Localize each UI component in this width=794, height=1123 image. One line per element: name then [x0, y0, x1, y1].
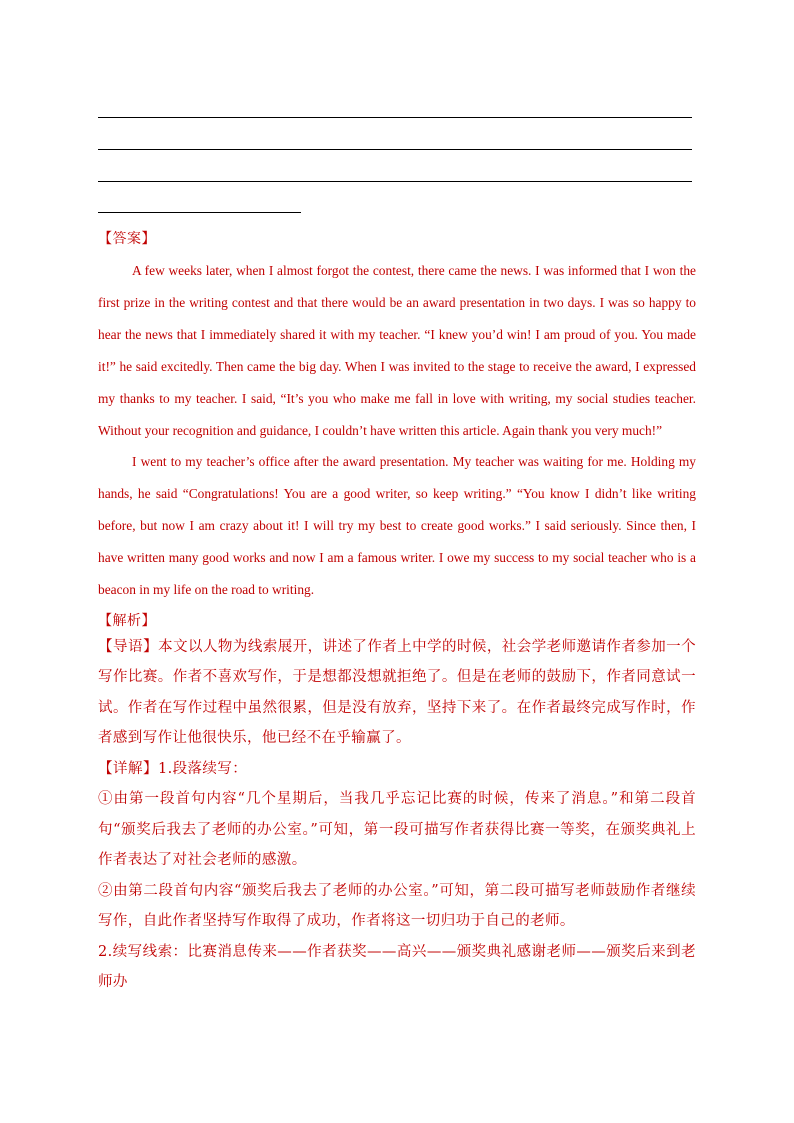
- guide-paragraph: [98, 632, 696, 754]
- detail-point-2: ②由第二段首句内容“颁奖后我去了老师的办公室。”可知，第二段可描写老师鼓励作者继续写作，自此作者坚持写作取得了成功，作者将这一切归功于自己的老师。: [98, 882, 696, 930]
- answer-heading: 【答案】: [98, 231, 156, 247]
- guide-text: 本文以人物为线索展开，讲述了作者上中学的时候，社会学老师邀请作者参加一个写作比赛。作者不喜欢写作，于是想都没想就拒绝了。但是在老师的鼓励下，作者同意试一试。作者在写作过程中虽然很累，但是没有放弃，坚持下来了。在作者最终完成写作时，作者感到写作让他很快乐，他已经不在乎输赢了。: [98, 638, 696, 747]
- writing-line-2: [98, 149, 692, 150]
- detail-paragraph: [98, 754, 696, 785]
- writing-line-3: [98, 181, 692, 182]
- detail-clue: 2.续写线索：比赛消息传来——作者获奖——高兴——颁奖典礼感谢老师——颁奖后来到老师办: [98, 943, 696, 991]
- answer-content: [98, 228, 696, 998]
- writing-line-4: [98, 212, 301, 213]
- answer-paragraph-1: A few weeks later, when I almost forgot the contest, there came the news. I was informed that I won the first prize in the writing contest and that there would be an award presentation in two days. I was so happy to hear the news that I immediately shared it with my teacher. “I knew you’d win! I am proud of you. You made it!” he said excitedly. Then came the big day. When I was invited to the stage to receive the award, I expressed my thanks to my teacher. I said, “It’s you who make me fall in love with writing, my social studies teacher. Without your recognition and guidance, I couldn’t have written this article. Again thank you very much!”: [98, 263, 696, 438]
- writing-line-1: [98, 117, 692, 118]
- detail-label: 【详解】: [98, 760, 158, 777]
- detail-intro: 1.段落续写：: [158, 760, 248, 777]
- detail-point-1: ①由第一段首句内容“几个星期后，当我几乎忘记比赛的时候，传来了消息。”和第二段首句“颁奖后我去了老师的办公室。”可知，第一段可描写作者获得比赛一等奖，在颁奖典礼上作者表达了对社会老师的感激。: [98, 791, 696, 869]
- guide-label: 【导语】: [98, 638, 159, 655]
- analysis-heading: 【解析】: [98, 612, 156, 629]
- answer-paragraph-2: I went to my teacher’s office after the award presentation. My teacher was waiting for me. Holding my hands, he said “Congratulations! You are a good writer, so keep writing.” “You know I didn’t like writing before, but now I am crazy about it! I will try my best to create good works.” I said seriously. Since then, I have written many good works and now I am a famous writer. I owe my success to my social teacher who is a beacon in my life on the road to writing.: [98, 454, 696, 598]
